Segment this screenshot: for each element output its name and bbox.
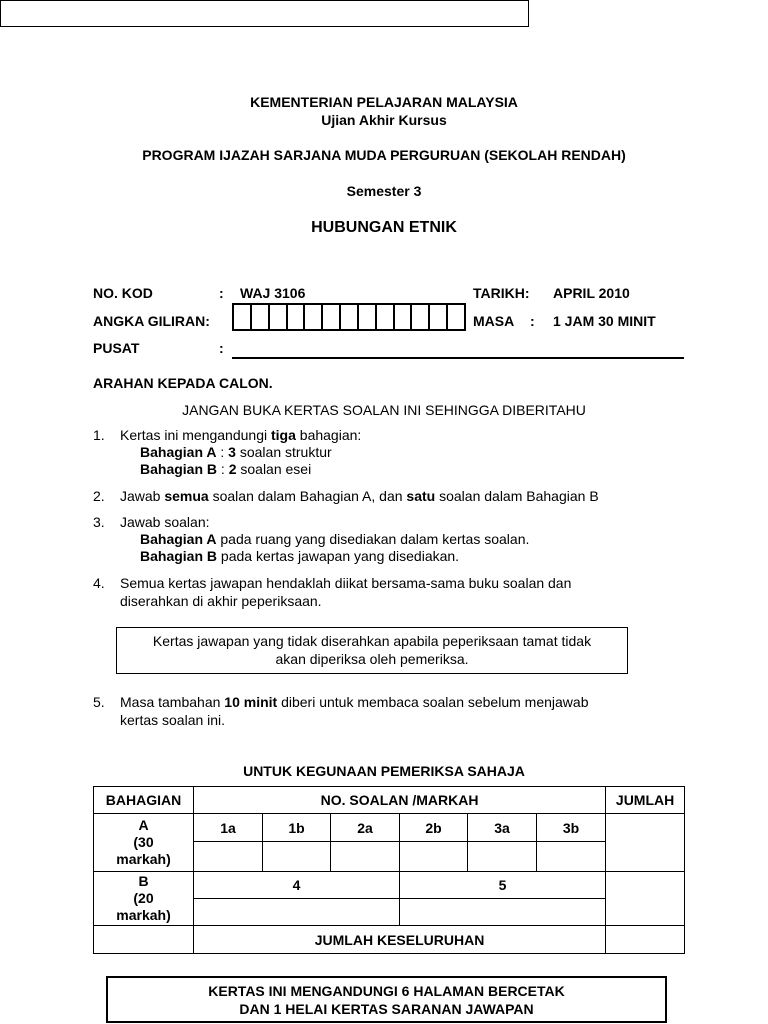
mark-cell[interactable] [194,842,263,872]
grand-total-cell[interactable] [606,926,685,954]
digit-box[interactable] [234,305,252,329]
question-4: 4 [194,872,400,899]
instruction-3-line-a [140,530,529,548]
section-label-line: B [138,873,149,889]
digit-box[interactable] [305,305,323,329]
question-5: 5 [400,872,606,899]
instruction-number: 1. [93,427,105,443]
instruction-3-line-b [140,547,459,565]
digit-box[interactable] [359,305,377,329]
table-row-b-labels [94,872,685,899]
total-a-cell[interactable] [606,814,685,872]
mark-cell[interactable] [263,842,331,872]
giliran-label: ANGKA GILIRAN: [93,313,210,329]
text-run: Semua kertas jawapan hendaklah diikat bersama-sama buku soalan dan [120,575,572,591]
section-label-line: markah) [116,851,171,867]
instruction-4-line-2: diserahkan di akhir peperiksaan. [120,593,322,609]
marks-table [93,786,685,954]
text-run: : [217,461,229,477]
table-header-row [94,787,685,814]
footer-line: DAN 1 HELAI KERTAS SARANAN JAWAPAN [239,1001,534,1017]
text-run: tiga [271,427,296,443]
instruction-1-line-b [140,460,311,478]
masa-value: 1 JAM 30 MINIT [553,313,656,329]
mark-cell[interactable] [400,842,468,872]
mark-cell[interactable] [400,899,606,926]
grand-total-label: JUMLAH KESELURUHAN [194,926,606,954]
digit-box[interactable] [252,305,270,329]
text-run: 2 [228,461,237,477]
text-run: pada kertas jawapan yang disediakan. [217,548,460,564]
mark-cell[interactable] [331,842,400,872]
angka-giliran-boxes[interactable] [232,303,466,331]
question-2b: 2b [400,814,468,842]
mark-cell[interactable] [537,842,606,872]
text-run: diberi untuk membaca soalan sebelum menjawab [277,694,589,710]
masa-label: MASA [473,313,515,329]
examiner-title: UNTUK KEGUNAAN PEMERIKSA SAHAJA [243,763,525,779]
text-run: pada ruang yang disediakan dalam kertas soalan. [216,531,530,547]
text-run: Jawab soalan: [120,514,210,530]
mark-cell[interactable] [468,842,537,872]
text-run: 10 minit [224,694,278,710]
empty-cell [94,926,194,954]
pusat-colon: : [219,340,224,356]
table-row-a-labels [94,814,685,842]
pusat-line[interactable] [232,357,684,359]
digit-box[interactable] [412,305,430,329]
footer-line: KERTAS INI MENGANDUNGI 6 HALAMAN BERCETAK [208,983,565,999]
instruction-number: 4. [93,575,105,591]
notice-box [116,627,628,674]
text-run: Bahagian B [140,548,218,564]
digit-box[interactable] [448,305,464,329]
warning-text: JANGAN BUKA KERTAS SOALAN INI SEHINGGA DIBERITAHU [182,402,586,418]
text-run: soalan esei [236,461,312,477]
digit-box[interactable] [341,305,359,329]
question-2a: 2a [331,814,400,842]
page-count-box [106,976,667,1023]
question-3a: 3a [468,814,537,842]
masa-colon: : [530,313,535,329]
kod-value: WAJ 3106 [240,285,306,301]
program-title: PROGRAM IJAZAH SARJANA MUDA PERGURUAN (SEKOLAH RENDAH) [142,147,626,163]
instruction-number: 3. [93,514,105,530]
instruction-1-line-a [140,443,332,461]
section-label-line: (20 [133,890,154,906]
question-3b: 3b [537,814,606,842]
text-run: 3 [228,444,236,460]
question-1b: 1b [263,814,331,842]
section-label-line: markah) [116,907,171,923]
digit-box[interactable] [288,305,306,329]
text-run: soalan struktur [235,444,332,460]
pusat-label: PUSAT [93,340,140,356]
text-run: Masa tambahan [120,694,225,710]
kod-colon: : [219,285,224,301]
instruction-number: 2. [93,488,105,504]
tarikh-value: APRIL 2010 [553,285,630,301]
header-soalan: NO. SOALAN /MARKAH [194,787,606,814]
text-run: soalan dalam Bahagian A, dan [208,488,407,504]
digit-box[interactable] [323,305,341,329]
section-label-line: (30 [133,834,154,850]
text-run: Bahagian A [140,444,217,460]
text-run: Bahagian A [140,531,217,547]
section-label-line: A [138,817,149,833]
ministry-title: KEMENTERIAN PELAJARAN MALAYSIA [250,94,518,110]
question-1a: 1a [194,814,263,842]
instructions-title: ARAHAN KEPADA CALON. [93,375,273,391]
text-run: Jawab [120,488,165,504]
instruction-5-line-2: kertas soalan ini. [120,712,226,728]
notice-line: Kertas jawapan yang tidak diserahkan apabila peperiksaan tamat tidak [152,633,592,649]
tarikh-label: TARIKH: [473,285,530,301]
text-run: Bahagian B [140,461,218,477]
text-run: satu [406,488,436,504]
total-b-cell[interactable] [606,872,685,926]
digit-box[interactable] [270,305,288,329]
digit-box[interactable] [430,305,448,329]
section-a-label [94,814,194,872]
header-bahagian: BAHAGIAN [94,787,194,814]
blank-header-box [0,0,529,27]
subject-title: HUBUNGAN ETNIK [311,219,457,236]
notice-line: akan diperiksa oleh pemeriksa. [275,651,469,667]
kod-label: NO. KOD [93,285,153,301]
text-run: soalan dalam Bahagian B [435,488,599,504]
mark-cell[interactable] [194,899,400,926]
semester-label: Semester 3 [346,183,422,199]
text-run: bahagian: [295,427,362,443]
instruction-number: 5. [93,694,105,710]
text-run: semua [164,488,209,504]
exam-title: Ujian Akhir Kursus [321,112,447,128]
digit-box[interactable] [377,305,395,329]
digit-box[interactable] [395,305,413,329]
text-run: Kertas ini mengandungi [120,427,271,443]
section-b-label [94,872,194,926]
text-run: : [216,444,229,460]
table-total-row [94,926,685,954]
header-jumlah: JUMLAH [606,787,685,814]
